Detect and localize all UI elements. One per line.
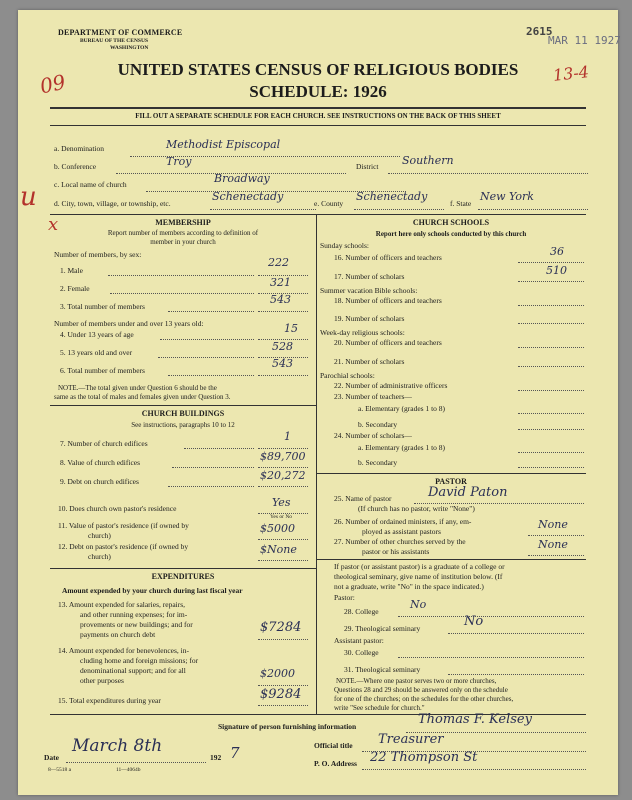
- pastor-note-4: write "See schedule for church.": [334, 704, 425, 712]
- q5-label: 5. 13 years old and over: [60, 348, 133, 357]
- year-prefix: 192: [210, 753, 222, 762]
- local-name-value: Broadway: [214, 172, 270, 185]
- by-sex-label: Number of members, by sex:: [54, 250, 142, 259]
- print-code-2: 11—4064b: [116, 767, 141, 773]
- pastor-note-3: for one of the churches; on the schedules for the other churches,: [334, 695, 514, 703]
- q6-value: 543: [272, 357, 293, 370]
- po-address-value: 22 Thompson St: [370, 750, 478, 765]
- weekday-label: Week-day religious schools:: [320, 328, 405, 337]
- q26-label-a: 26. Number of ordained ministers, if any, em-: [334, 517, 472, 526]
- q30-label: 30. College: [344, 648, 379, 657]
- q28-value: No: [410, 598, 427, 611]
- q1-value: 222: [268, 256, 289, 269]
- q22-label: 22. Number of administrative officers: [334, 381, 448, 390]
- q21-label: 21. Number of scholars: [334, 357, 405, 366]
- city-label: WASHINGTON: [110, 45, 149, 51]
- red-mark-right: 13-4: [552, 62, 590, 85]
- schools-heading: CHURCH SCHOOLS: [412, 218, 490, 227]
- membership-sub2: member in your church: [150, 238, 216, 246]
- city-field-label: d. City, town, village, or township, etc.: [54, 199, 171, 208]
- county-value: Schenectady: [356, 190, 428, 203]
- summer-label: Summer vacation Bible schools:: [320, 286, 418, 295]
- q31-label: 31. Theological seminary: [344, 665, 421, 674]
- district-label: District: [356, 162, 379, 171]
- buildings-sub: See instructions, paragraphs 10 to 12: [131, 421, 235, 429]
- q24-label: 24. Number of scholars—: [334, 431, 412, 440]
- q26-value: None: [538, 518, 568, 531]
- q14-label-b: cluding home and foreign missions; for: [80, 656, 199, 665]
- q26-label-b: ployed as assistant pastors: [362, 527, 441, 536]
- q10-label: 10. Does church own pastor's residence: [58, 504, 177, 513]
- state-value: New York: [480, 190, 534, 203]
- q12-value: $None: [260, 543, 297, 556]
- q12-label-b: church): [88, 552, 111, 561]
- q12-label-a: 12. Debt on pastor's residence (if owned by: [58, 542, 189, 551]
- q4-label: 4. Under 13 years of age: [60, 330, 134, 339]
- membership-sub1: Report number of members according to definition of: [107, 229, 259, 237]
- q19-label: 19. Number of scholars: [334, 314, 405, 323]
- q17-value: 510: [546, 264, 567, 277]
- q27-value: None: [538, 538, 568, 551]
- grad-note-2: theological seminary, give name of institution below. (If: [334, 572, 503, 581]
- q3-label: 3. Total number of members: [60, 302, 145, 311]
- po-address-label: P. O. Address: [314, 759, 357, 768]
- membership-note2: same as the total of males and females given under Question 3.: [54, 393, 231, 401]
- q11-label-a: 11. Value of pastor's residence (if owned by: [58, 521, 189, 530]
- expenditures-sub: Amount expended by your church during last fiscal year: [62, 586, 243, 595]
- grad-note-1: If pastor (or assistant pastor) is a graduate of a college or: [334, 562, 505, 571]
- q17-label: 17. Number of scholars: [334, 272, 405, 281]
- q4-value: 15: [284, 322, 298, 335]
- q23b-label: b. Secondary: [358, 420, 398, 429]
- q27-label-a: 27. Number of other churches served by the: [334, 537, 466, 546]
- membership-note1: NOTE.—The total given under Question 6 should be the: [58, 384, 217, 392]
- pastor-subhead: Pastor:: [334, 593, 355, 602]
- instruction-line: FILL OUT A SEPARATE SCHEDULE FOR EACH CHURCH. SEE INSTRUCTIONS ON THE BACK OF THIS SHEET: [135, 112, 501, 120]
- q16-label: 16. Number of officers and teachers: [334, 253, 442, 262]
- q24a-label: a. Elementary (grades 1 to 8): [358, 443, 446, 452]
- received-date-stamp: MAR 11 1927: [548, 34, 621, 47]
- local-name-label: c. Local name of church: [54, 180, 127, 189]
- q27-label-b: pastor or his assistants: [362, 547, 430, 556]
- sunday-label: Sunday schools:: [320, 241, 369, 250]
- q13-label-b: and other running expenses; for im-: [80, 610, 188, 619]
- q8-value: $89,700: [260, 450, 306, 463]
- q29-label: 29. Theological seminary: [344, 624, 421, 633]
- assistant-subhead: Assistant pastor:: [334, 636, 384, 645]
- q7-value: 1: [284, 430, 291, 443]
- q25-label: 25. Name of pastor: [334, 494, 392, 503]
- q15-label: 15. Total expenditures during year: [58, 696, 161, 705]
- q10-value: Yes: [272, 496, 291, 509]
- official-title-label: Official title: [314, 741, 353, 750]
- conference-value: Troy: [166, 155, 192, 168]
- city-value: Schenectady: [212, 190, 284, 203]
- year-value: 7: [230, 744, 240, 762]
- q13-label-d: payments on church debt: [80, 630, 156, 639]
- conference-label: b. Conference: [54, 162, 97, 171]
- q14-value: $2000: [260, 667, 295, 680]
- print-code-1: 8—5518 a: [48, 767, 72, 773]
- q1-label: 1. Male: [60, 266, 83, 275]
- q15-value: $9284: [260, 687, 302, 702]
- q6-label: 6. Total number of members: [60, 366, 145, 375]
- red-mark-left: 09: [37, 69, 68, 99]
- census-schedule-sheet: DEPARTMENT OF COMMERCE BUREAU OF THE CENSUS WASHINGTON 2615 MAR 11 1927 09 13-4 UNITED STATES CENSUS OF RELIGIOUS BODIES SCHEDULE: 1926 FILL OUT A SEPARATE SCHEDULE FOR EACH CHURCH. SEE INSTRUCTIONS ON THE BACK OF THIS SHEET u a. Denomination Methodist Episcopal b. Conference Troy District Southern c. Local name of church Broadway d. City, town, village, or township, etc. Schenectady e. County Schenectady f. State New York x MEMBERSHIP Report number of members according to definition of member in your church Number of members, by sex: 1. Male 222 2. Female 321 3. Total number of members 543 Number of members under and over 13 years old: 4. Under 13 years of age 15 5. 13 years old and over 528 6. Total number of members 543 NOTE.—The total given under Question 6 should be the same as the total of males and females given under Question 3. CHURCH BUILDINGS See instructions, paragraphs 10 to 12 7. Number of church edifices 1 8. Value of church edifices $89,700 9. Debt on church edifices $20,272 10. Does church own pastor's residence Yes Yes or No 11. Value of pastor's residence (if owned by church) $5000 12. Debt on pastor's residence (if owned by church) $None EXPENDITURES Amount expended by your church during last fiscal year 13. Amount expended for salaries, repairs, and other running expenses; for im- provements or new buildings; and for payments on church debt $7284 14. Amount expended for benevolences, in- cluding home and foreign missions; for denominational support; and for all other purposes $2000 15. Total expenditures during year $9284 CHURCH SCHOOLS Report here only schools conducted by this church Sunday schools: 16. Number of officers and teachers 36 17. Number of scholars 510 Summer vacation Bible schools: 18. Number of officers and teachers 19. Number of scholars Week-day religious schools: 20. Number of officers and teachers 21. Number of scholars Parochial schools: 22. Number of administrative officers 23. Number of teachers— a. Elementary (grades 1 to 8) b. Secondary 24. Number of scholars— a. Elementary (grades 1 to 8) b. Secondary PASTOR 25. Name of pastor David Paton (If church has no pastor, write "None") 26. Number of ordained ministers, if any, em- ployed as assistant pastors None 27. Number of other churches served by the pastor or his assistants None If pastor (or assistant pastor) is a graduate of a college or theological seminary, give name of institution below. (If not a graduate, write "No" in the space indicated.) Pastor: 28. College No 29. Theological seminary No Assistant pastor: 30. College 31. Theological seminary NOTE.—Where one pastor serves two or more churches, Questions 28 and 29 should be answered only on the schedule for one of the churches; on the schedules for the other churches, write "See schedule for church." Signature of person furnishing information Thomas F. Kelsey Official title Treasurer P. O. Address 22 Thompson St Date March 8th 192 7 8—5518 a 11—4064b: [18, 10, 618, 795]
- signature-label: Signature of person furnishing information: [218, 722, 357, 731]
- q24b-label: b. Secondary: [358, 458, 398, 467]
- expenditures-heading: EXPENDITURES: [151, 572, 215, 581]
- denomination-label: a. Denomination: [54, 144, 104, 153]
- q20-label: 20. Number of officers and teachers: [334, 338, 442, 347]
- q8-label: 8. Value of church edifices: [60, 458, 141, 467]
- q16-value: 36: [550, 245, 564, 258]
- q18-label: 18. Number of officers and teachers: [334, 296, 442, 305]
- serial-number: 2615: [526, 25, 553, 38]
- county-label: e. County: [314, 199, 344, 208]
- q23a-label: a. Elementary (grades 1 to 8): [358, 404, 446, 413]
- q23-label: 23. Number of teachers—: [334, 392, 412, 401]
- q11-value: $5000: [260, 522, 295, 535]
- pastor-heading: PASTOR: [435, 477, 467, 486]
- q2-value: 321: [270, 276, 291, 289]
- date-label: Date: [44, 753, 59, 762]
- denomination-value: Methodist Episcopal: [166, 138, 281, 151]
- official-title-value: Treasurer: [378, 732, 444, 747]
- grad-note-3: not a graduate, write "No" in the space indicated.): [334, 582, 484, 591]
- district-value: Southern: [402, 154, 454, 167]
- q3-value: 543: [270, 293, 291, 306]
- q9-value: $20,272: [260, 469, 306, 482]
- q5-value: 528: [272, 340, 293, 353]
- age-intro-label: Number of members under and over 13 years old:: [54, 319, 204, 328]
- q13-label-a: 13. Amount expended for salaries, repairs,: [58, 600, 186, 609]
- date-value: March 8th: [72, 736, 163, 756]
- schools-sub: Report here only schools conducted by this church: [375, 230, 527, 238]
- q13-value: $7284: [260, 620, 302, 635]
- q29-value: No: [464, 614, 484, 629]
- membership-heading: MEMBERSHIP: [155, 218, 211, 227]
- q14-label-c: denominational support; and for all: [80, 666, 186, 675]
- schedule-title: SCHEDULE: 1926: [249, 82, 387, 101]
- form-title: UNITED STATES CENSUS OF RELIGIOUS BODIES: [117, 60, 519, 79]
- q11-label-b: church): [88, 531, 111, 540]
- state-label: f. State: [450, 199, 472, 208]
- q2-label: 2. Female: [60, 284, 90, 293]
- q7-label: 7. Number of church edifices: [60, 439, 148, 448]
- margin-mark: u: [20, 182, 37, 212]
- signature-value: Thomas F. Kelsey: [418, 712, 532, 727]
- q25-note: (If church has no pastor, write "None"): [358, 504, 475, 513]
- yes-no-hint: Yes or No: [270, 514, 293, 520]
- pastor-note-1: NOTE.—Where one pastor serves two or more churches,: [336, 677, 497, 685]
- buildings-heading: CHURCH BUILDINGS: [141, 409, 225, 418]
- parochial-label: Parochial schools:: [320, 371, 375, 380]
- bureau-label: BUREAU OF THE CENSUS: [80, 38, 149, 44]
- department-label: DEPARTMENT OF COMMERCE: [58, 28, 183, 37]
- q28-label: 28. College: [344, 607, 379, 616]
- q13-label-c: provements or new buildings; and for: [80, 620, 193, 629]
- q14-label-a: 14. Amount expended for benevolences, in-: [58, 646, 190, 655]
- q25-value: David Paton: [428, 485, 508, 500]
- q14-label-d: other purposes: [80, 676, 124, 685]
- q9-label: 9. Debt on church edifices: [60, 477, 139, 486]
- pastor-note-2: Questions 28 and 29 should be answered only on the schedule: [334, 686, 508, 694]
